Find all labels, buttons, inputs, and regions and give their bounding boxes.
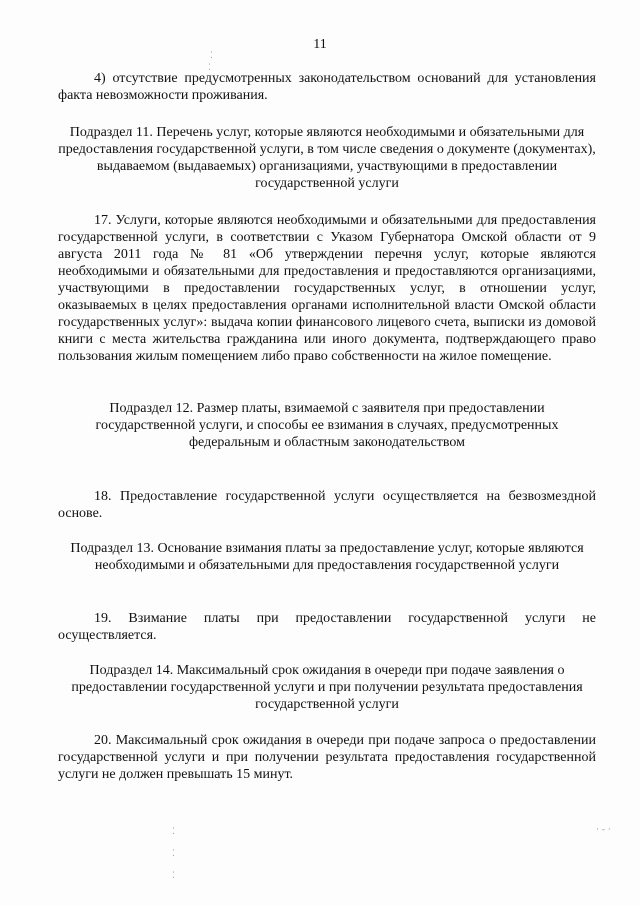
scan-artifact-top-2: ⁚ [208,63,211,73]
scan-artifact-top: ⁚ [210,51,213,61]
scan-artifact-right: · - · [596,825,611,835]
subsection-13-heading: Подраздел 13. Основание взимания платы за предоставление услуг, которые являются необходимыми и обязательными для предоставления государственной услуги [70,541,584,573]
scan-artifact-bottom-3: ⁚ [172,871,175,881]
subsection-14-heading: Подраздел 14. Максимальный срок ожидания в очереди при подаче заявления о предоставлении государственной услуги и при получении результата предоставления государственной услуги [71,663,583,712]
paragraph-item-18: 18. Предоставление государственной услуги осуществляется на безвозмездной основе. [58,489,596,521]
scan-artifact-bottom-2: ⁚ [172,849,175,859]
page-number: 11 [313,37,327,52]
scan-artifact-bottom: ⁚ [172,827,175,837]
subsection-12-heading: Подраздел 12. Размер платы, взимаемой с заявителя при предоставлении государственной услуги, и способы ее взимания в случаях, предусмотренных федеральным и областным законодательством [95,401,559,450]
paragraph-item-19: 19. Взимание платы при предоставлении государственной услуги не осуществляется. [58,611,596,643]
subsection-11-heading: Подраздел 11. Перечень услуг, которые являются необходимыми и обязательными для предоставления государственной услуги, в том числе сведения о документе (документах), выдаваемом (выдаваемых) организациями, участвующими в предоставлении государственной услуги [58,125,596,191]
paragraph-item-17: 17. Услуги, которые являются необходимыми и обязательными для предоставления государственной услуги, в соответствии с Указом Губернатора Омской области от 9 августа 2011 года № 81 «Об утверждении перечня услуг, которые являются необходимыми и обязательными для предоставления и предоставляются организациями, участвующими в предоставлении государственных услуг, в отношении услуг, оказываемых в целях предоставления органами исполнительной власти Омской области государственных услуг»: выдача копии финансового лицевого счета, выписки из домовой книги с места жительства гражданина или иного документа, подтверждающего право пользования жилым помещением либо право собственности на жилое помещение. [58,213,596,364]
paragraph-item-4: 4) отсутствие предусмотренных законодательством оснований для установления факта невозможности проживания. [58,71,596,103]
paragraph-item-20: 20. Максимальный срок ожидания в очереди при подаче запроса о предоставлении государственной услуги и при получении результата предоставления государственной услуги не должен превышать 15 минут. [58,733,596,782]
